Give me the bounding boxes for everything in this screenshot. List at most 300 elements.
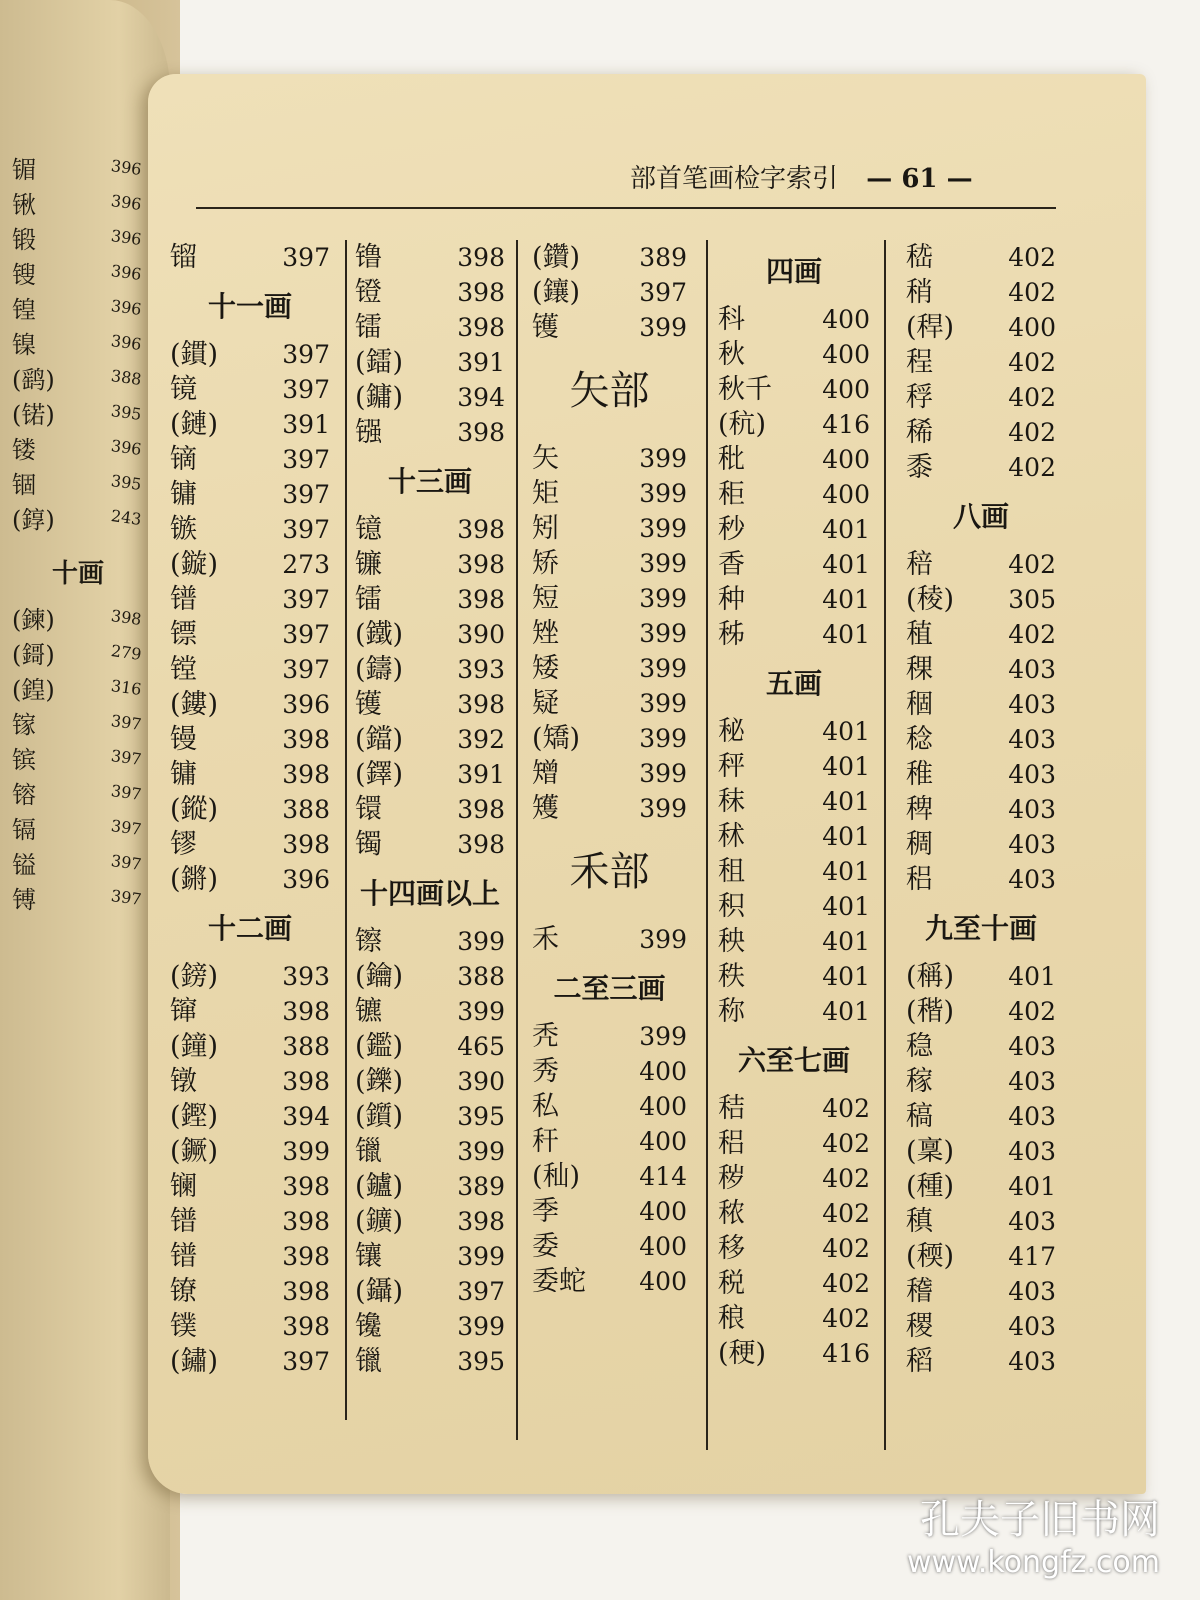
entry-page-number: 416 [822, 410, 870, 439]
entry-page-number: 397 [110, 885, 144, 910]
prev-index-entry [12, 220, 142, 255]
index-entry [718, 1196, 870, 1231]
entry-page-number: 401 [822, 717, 870, 746]
entry-page-number: 398 [282, 1242, 330, 1271]
entry-page-number: 401 [822, 787, 870, 816]
index-entry [170, 827, 330, 862]
entry-page-number: 388 [110, 365, 144, 390]
entry-page-number: 398 [282, 760, 330, 789]
entry-page-number: 396 [110, 260, 144, 285]
radical-heading: 禾部 [569, 849, 650, 895]
entry-character: 镨 [170, 1241, 197, 1272]
entry-character: 矩 [532, 478, 559, 509]
index-entry [355, 275, 505, 310]
entry-character: (鐳) [355, 347, 404, 378]
entry-character: (鏘) [170, 864, 219, 895]
entry-character: 镕 [12, 781, 36, 809]
entry-page-number: 397 [282, 445, 330, 474]
index-entry [170, 240, 330, 275]
entry-character: 稆 [718, 1128, 745, 1159]
entry-character: 稹 [906, 1206, 933, 1237]
entry-page-number: 402 [1008, 278, 1056, 307]
entry-character: (鹞) [12, 366, 55, 394]
entry-page-number: 399 [639, 479, 687, 508]
entry-character: 镒 [12, 851, 36, 879]
stroke-count-heading: 六至七画 [737, 1044, 850, 1077]
column-divider [884, 240, 886, 1450]
entry-character: 镨 [170, 584, 197, 615]
index-entry [906, 1204, 1056, 1239]
entry-character: 黍 [906, 452, 933, 483]
index-entry [718, 784, 870, 819]
entry-page-number: 401 [822, 822, 870, 851]
index-entry [170, 1309, 330, 1344]
index-entry [170, 722, 330, 757]
entry-page-number: 399 [282, 1137, 330, 1166]
stroke-count-heading: 十画 [52, 559, 105, 589]
index-entry [170, 994, 330, 1029]
entry-character: 镖 [170, 619, 197, 650]
entry-character: (矯) [532, 723, 581, 754]
index-entry [355, 547, 505, 582]
index-entry [906, 1064, 1056, 1099]
entry-page-number: 416 [822, 1339, 870, 1368]
prev-index-entry [12, 290, 142, 325]
page-number: — 61 — [866, 164, 973, 194]
index-entry [532, 511, 687, 546]
entry-page-number: 402 [822, 1164, 870, 1193]
entry-page-number: 399 [639, 654, 687, 683]
entry-character: 香 [718, 549, 745, 580]
index-entry [355, 994, 505, 1029]
entry-page-number: 396 [110, 190, 144, 215]
stroke-count-heading: 四画 [765, 255, 822, 288]
entry-page-number: 395 [110, 400, 144, 425]
entry-page-number: 397 [457, 1277, 505, 1306]
entry-character: 镮 [355, 794, 382, 825]
entry-character: (鍊) [12, 606, 55, 634]
index-entry [532, 581, 687, 616]
index-column-1 [170, 240, 330, 1379]
entry-character: 镫 [355, 277, 382, 308]
entry-page-number: 394 [457, 383, 505, 412]
entry-page-number: 398 [282, 725, 330, 754]
index-entry [906, 1029, 1056, 1064]
entry-character: 锹 [12, 191, 36, 219]
index-entry [532, 686, 687, 721]
prev-index-entry [12, 255, 142, 290]
entry-page-number: 388 [282, 1032, 330, 1061]
entry-page-number: 403 [1008, 1102, 1056, 1131]
entry-page-number: 396 [282, 865, 330, 894]
entry-character: 稂 [718, 1303, 745, 1334]
entry-page-number: 399 [639, 619, 687, 648]
index-entry [170, 337, 330, 372]
entry-character: 镛 [170, 759, 197, 790]
entry-character: 委 [532, 1231, 559, 1262]
entry-page-number: 398 [457, 795, 505, 824]
index-entry [718, 854, 870, 889]
entry-page-number: 395 [457, 1347, 505, 1376]
entry-page-number: 400 [822, 480, 870, 509]
entry-page-number: 397 [282, 340, 330, 369]
entry-character: (鏗) [170, 1101, 219, 1132]
radical-heading: 矢部 [569, 368, 650, 414]
index-entry [718, 302, 870, 337]
index-entry [170, 477, 330, 512]
entry-page-number: 402 [1008, 453, 1056, 482]
index-entry [718, 1266, 870, 1301]
entry-page-number: 403 [1008, 865, 1056, 894]
index-entry [170, 512, 330, 547]
index-entry [532, 1194, 687, 1229]
entry-character: 镉 [12, 816, 36, 844]
entry-page-number: 399 [639, 925, 687, 954]
entry-character: (鐺) [355, 724, 404, 755]
index-entry [718, 889, 870, 924]
entry-character: 矰 [532, 758, 559, 789]
entry-page-number: 403 [1008, 1312, 1056, 1341]
entry-character: 禾 [532, 924, 559, 955]
entry-character: 委蛇 [532, 1266, 586, 1297]
entry-character: 稙 [906, 619, 933, 650]
entry-page-number: 400 [639, 1232, 687, 1261]
entry-page-number: 403 [1008, 1347, 1056, 1376]
entry-character: (秔) [718, 409, 767, 440]
entry-character: 镤 [170, 1311, 197, 1342]
index-entry [170, 959, 330, 994]
index-entry [355, 345, 505, 380]
entry-character: 季 [532, 1196, 559, 1227]
entry-character: (鏆) [170, 339, 219, 370]
index-entry [355, 240, 505, 275]
index-entry [906, 617, 1056, 652]
entry-character: (鑠) [355, 1066, 404, 1097]
index-entry [170, 582, 330, 617]
entry-page-number: 414 [639, 1162, 687, 1191]
entry-character: 镴 [355, 1136, 382, 1167]
entry-character: (鑲) [532, 277, 581, 308]
entry-page-number: 398 [282, 1207, 330, 1236]
entry-character: (鐵) [355, 619, 404, 650]
entry-character: 秋千 [718, 374, 772, 405]
entry-page-number: 401 [822, 962, 870, 991]
prev-index-entry [12, 150, 142, 185]
entry-character: 镧 [170, 1171, 197, 1202]
index-entry [906, 1309, 1056, 1344]
entry-character: 秀 [532, 1056, 559, 1087]
index-entry [718, 749, 870, 784]
entry-page-number: 397 [282, 655, 330, 684]
entry-page-number: 402 [822, 1129, 870, 1158]
entry-character: 镈 [12, 886, 36, 914]
entry-character: 稒 [906, 689, 933, 720]
index-entry [355, 1204, 505, 1239]
entry-character: (锘) [12, 401, 55, 429]
entry-character: (鐝) [170, 1136, 219, 1167]
entry-page-number: 403 [1008, 760, 1056, 789]
index-entry [532, 1159, 687, 1194]
entry-character: 稖 [906, 549, 933, 580]
index-entry [355, 792, 505, 827]
entry-page-number: 400 [822, 305, 870, 334]
entry-character: 稚 [906, 759, 933, 790]
index-entry [906, 310, 1056, 345]
index-entry [532, 1054, 687, 1089]
prev-index-entry [12, 635, 142, 670]
index-entry [170, 687, 330, 722]
entry-page-number: 402 [1008, 550, 1056, 579]
index-entry [355, 512, 505, 547]
index-entry [906, 1274, 1056, 1309]
entry-page-number: 394 [282, 1102, 330, 1131]
entry-page-number: 398 [457, 690, 505, 719]
index-column-3 [532, 240, 687, 1299]
entry-page-number: 401 [822, 752, 870, 781]
entry-page-number: 399 [639, 794, 687, 823]
entry-page-number: 389 [457, 1172, 505, 1201]
entry-page-number: 401 [822, 892, 870, 921]
entry-character: (稬) [906, 1241, 955, 1272]
entry-page-number: 397 [110, 745, 144, 770]
entry-character: 稠 [906, 829, 933, 860]
entry-page-number: 400 [639, 1092, 687, 1121]
index-entry [170, 1274, 330, 1309]
entry-character: 镶 [355, 1241, 382, 1272]
entry-character: 秤 [718, 751, 745, 782]
entry-page-number: 400 [639, 1057, 687, 1086]
entry-page-number: 403 [1008, 725, 1056, 754]
entry-page-number: 401 [822, 927, 870, 956]
entry-page-number: 393 [282, 962, 330, 991]
entry-character: 矱 [532, 793, 559, 824]
index-entry [170, 1099, 330, 1134]
index-entry [718, 959, 870, 994]
entry-page-number: 399 [639, 444, 687, 473]
entry-page-number: 279 [110, 640, 144, 665]
entry-character: (稈) [906, 312, 955, 343]
entry-page-number: 398 [457, 830, 505, 859]
prev-index-entry [12, 775, 142, 810]
index-entry [355, 1064, 505, 1099]
entry-character: 镲 [355, 926, 382, 957]
entry-character: 稼 [906, 1066, 933, 1097]
entry-character: 稔 [906, 724, 933, 755]
entry-character: 镓 [12, 711, 36, 739]
entry-character: 私 [532, 1091, 559, 1122]
entry-character: 秧 [718, 926, 745, 957]
entry-character: 秩 [718, 961, 745, 992]
entry-page-number: 398 [457, 313, 505, 342]
entry-page-number: 396 [110, 435, 144, 460]
index-entry [355, 1309, 505, 1344]
entry-page-number: 399 [639, 514, 687, 543]
entry-page-number: 273 [282, 550, 330, 579]
entry-page-number: 398 [282, 1172, 330, 1201]
entry-page-number: 391 [282, 410, 330, 439]
prev-index-entry [12, 500, 142, 535]
entry-character: 秾 [718, 1198, 745, 1229]
index-entry [718, 994, 870, 1029]
entry-page-number: 243 [110, 505, 144, 530]
prev-index-entry [12, 670, 142, 705]
index-entry [170, 1029, 330, 1064]
entry-page-number: 398 [457, 515, 505, 544]
entry-page-number: 388 [457, 962, 505, 991]
index-entry [718, 1161, 870, 1196]
entry-character: 稍 [906, 277, 933, 308]
index-column-5 [906, 240, 1056, 1379]
entry-character: 镏 [170, 242, 197, 273]
page-title: 部首笔画检字索引 [630, 164, 839, 194]
index-entry [532, 240, 687, 275]
entry-page-number: 400 [822, 375, 870, 404]
index-entry [355, 1344, 505, 1379]
index-entry [170, 442, 330, 477]
entry-page-number: 400 [1008, 313, 1056, 342]
entry-character: 科 [718, 304, 745, 335]
entry-page-number: 401 [822, 585, 870, 614]
stroke-count-heading: 九至十画 [924, 912, 1037, 945]
entry-character: 稞 [906, 654, 933, 685]
index-entry [906, 345, 1056, 380]
entry-page-number: 400 [639, 1197, 687, 1226]
index-entry [906, 275, 1056, 310]
entry-character: 锻 [12, 226, 36, 254]
entry-page-number: 396 [282, 690, 330, 719]
index-entry [532, 275, 687, 310]
entry-page-number: 391 [457, 348, 505, 377]
index-entry [906, 652, 1056, 687]
index-entry [906, 240, 1056, 275]
entry-page-number: 403 [1008, 795, 1056, 824]
entry-page-number: 399 [639, 549, 687, 578]
index-entry [906, 994, 1056, 1029]
entry-character: 镭 [355, 584, 382, 615]
entry-character: 稀 [906, 417, 933, 448]
entry-page-number: 395 [457, 1102, 505, 1131]
index-entry [170, 1204, 330, 1239]
entry-character: (鏽) [170, 1346, 219, 1377]
entry-page-number: 399 [457, 1242, 505, 1271]
index-entry [532, 1229, 687, 1264]
entry-page-number: 392 [457, 725, 505, 754]
entry-character: (稉) [718, 1338, 767, 1369]
index-entry [718, 819, 870, 854]
index-entry [906, 687, 1056, 722]
prev-index-entry [12, 360, 142, 395]
entry-character: 稷 [906, 1311, 933, 1342]
index-entry [355, 757, 505, 792]
entry-page-number: 402 [1008, 383, 1056, 412]
entry-page-number: 393 [457, 655, 505, 684]
entry-page-number: 399 [639, 689, 687, 718]
entry-character: 秋 [718, 339, 745, 370]
entry-character: 矮 [532, 653, 559, 684]
entry-character: (鑄) [355, 654, 404, 685]
entry-page-number: 403 [1008, 1032, 1056, 1061]
entry-character: (鏤) [170, 689, 219, 720]
entry-page-number: 390 [457, 1067, 505, 1096]
index-entry [532, 1089, 687, 1124]
index-entry [532, 1124, 687, 1159]
entry-character: 矧 [532, 513, 559, 544]
entry-character: 镣 [170, 1276, 197, 1307]
entry-page-number: 398 [282, 997, 330, 1026]
entry-page-number: 403 [1008, 830, 1056, 859]
index-entry [355, 582, 505, 617]
entry-character: (稱) [906, 961, 955, 992]
entry-character: 镵 [355, 1311, 382, 1342]
entry-character: 锢 [12, 471, 36, 499]
entry-character: (鑪) [355, 1171, 404, 1202]
entry-page-number: 402 [822, 1199, 870, 1228]
entry-character: 稽 [906, 1276, 933, 1307]
index-entry [355, 617, 505, 652]
index-entry [906, 792, 1056, 827]
entry-character: (鎊) [170, 961, 219, 992]
index-entry [906, 415, 1056, 450]
entry-page-number: 401 [822, 550, 870, 579]
entry-character: 稿 [906, 1101, 933, 1132]
entry-character: 镴 [355, 1346, 382, 1377]
entry-page-number: 389 [639, 243, 687, 272]
entry-character: 镬 [532, 312, 559, 343]
index-entry [170, 652, 330, 687]
column-divider [516, 240, 518, 1440]
watermark [907, 1488, 1160, 1580]
entry-character: 稆 [906, 864, 933, 895]
index-entry [355, 924, 505, 959]
index-entry [532, 791, 687, 826]
index-entry [355, 1274, 505, 1309]
index-entry [906, 1344, 1056, 1379]
entry-character: 镜 [170, 374, 197, 405]
entry-page-number: 398 [457, 585, 505, 614]
index-entry [355, 415, 505, 450]
entry-character: 镠 [170, 829, 197, 860]
entry-character: 镪 [355, 417, 382, 448]
entry-page-number: 399 [457, 997, 505, 1026]
index-entry [170, 792, 330, 827]
index-entry [718, 442, 870, 477]
entry-page-number: 403 [1008, 1137, 1056, 1166]
entry-character: 镗 [170, 654, 197, 685]
index-entry [355, 722, 505, 757]
index-entry [170, 547, 330, 582]
index-entry [718, 1231, 870, 1266]
index-entry [906, 722, 1056, 757]
index-entry [355, 1134, 505, 1169]
entry-character: 种 [718, 584, 745, 615]
index-entry [718, 372, 870, 407]
entry-character: 镳 [355, 996, 382, 1027]
entry-page-number: 402 [1008, 418, 1056, 447]
index-entry [355, 1029, 505, 1064]
entry-character: 稳 [906, 1031, 933, 1062]
entry-page-number: 401 [1008, 962, 1056, 991]
entry-character: 镂 [12, 436, 36, 464]
index-entry [355, 1099, 505, 1134]
index-entry [906, 862, 1056, 897]
entry-page-number: 399 [457, 1137, 505, 1166]
index-entry [532, 721, 687, 756]
entry-page-number: 400 [639, 1267, 687, 1296]
entry-page-number: 397 [110, 780, 144, 805]
stroke-count-heading: 十二画 [207, 912, 292, 945]
entry-character: (鐸) [355, 759, 404, 790]
entry-character: (鐘) [170, 1031, 219, 1062]
